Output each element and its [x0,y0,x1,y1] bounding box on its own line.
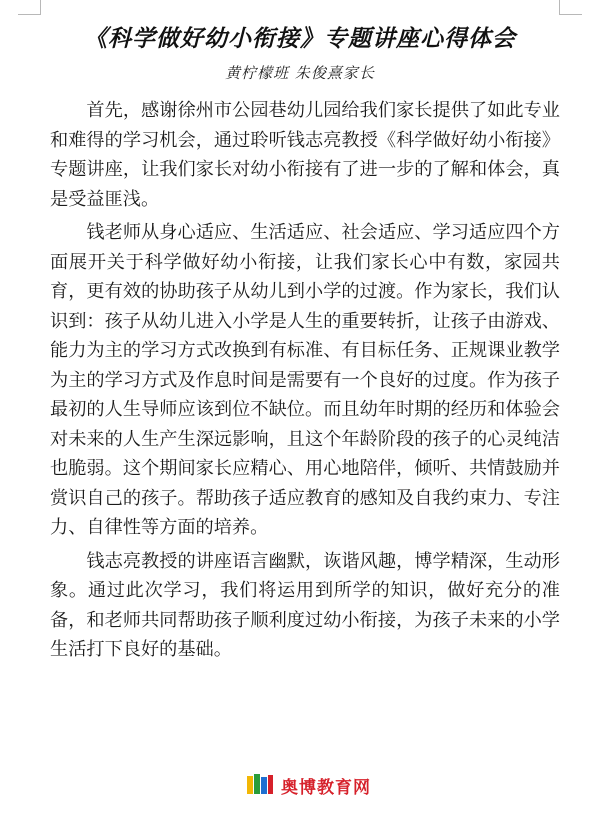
document-title: 《科学做好幼小衔接》专题讲座心得体会 [84,25,516,52]
paragraph-3: 钱志亮教授的讲座语言幽默，诙谐风趣，博学精深，生动形象。通过此次学习，我们将运用到所学的知识，做好充分的准备，和老师共同帮助孩子顺利度过幼小衔接，为孩子未来的小学生活打下良好的基础。 [50,550,560,660]
page-corner-mark-right [559,0,582,15]
page-corner-mark-left [18,0,41,15]
document-body [50,96,560,669]
paragraph-2: 钱老师从身心适应、生活适应、社会适应、学习适应四个方面展开关于科学做好幼小衔接，让我们家长心中有数，家园共育，更有效的协助孩子从幼儿到小学的过渡。作为家长，我们认识到：孩子从幼儿进入小学是人生的重要转折，让孩子由游戏、能力为主的学习方式改换到有标准、有目标任务、正规课业教学为主的学习方式及作息时间是需要有一个良好的过度。作为孩子最初的人生导师应该到位不缺位。而且幼年时期的经历和体验会对未来的人生产生深远影响，且这个年龄阶段的孩子的心灵纯洁也脆弱。这个期间家长应精心、用心地陪伴，倾听、共情鼓励并赏识自己的孩子。帮助孩子适应教育的感知及自我约束力、专注力、自律性等方面的培养。 [50,222,560,538]
book-logo-icon [245,772,275,798]
paragraph-1: 首先，感谢徐州市公园巷幼儿园给我们家长提供了如此专业和难得的学习机会，通过聆听钱志亮教授《科学做好幼小衔接》专题讲座，让我们家长对幼小衔接有了进一步的了解和体会，真是受益匪浅。 [50,100,560,210]
document-subtitle: 黄柠檬班 朱俊熹家长 [225,64,375,82]
watermark-text: 奥博教育网 [281,777,371,798]
watermark [245,770,371,800]
